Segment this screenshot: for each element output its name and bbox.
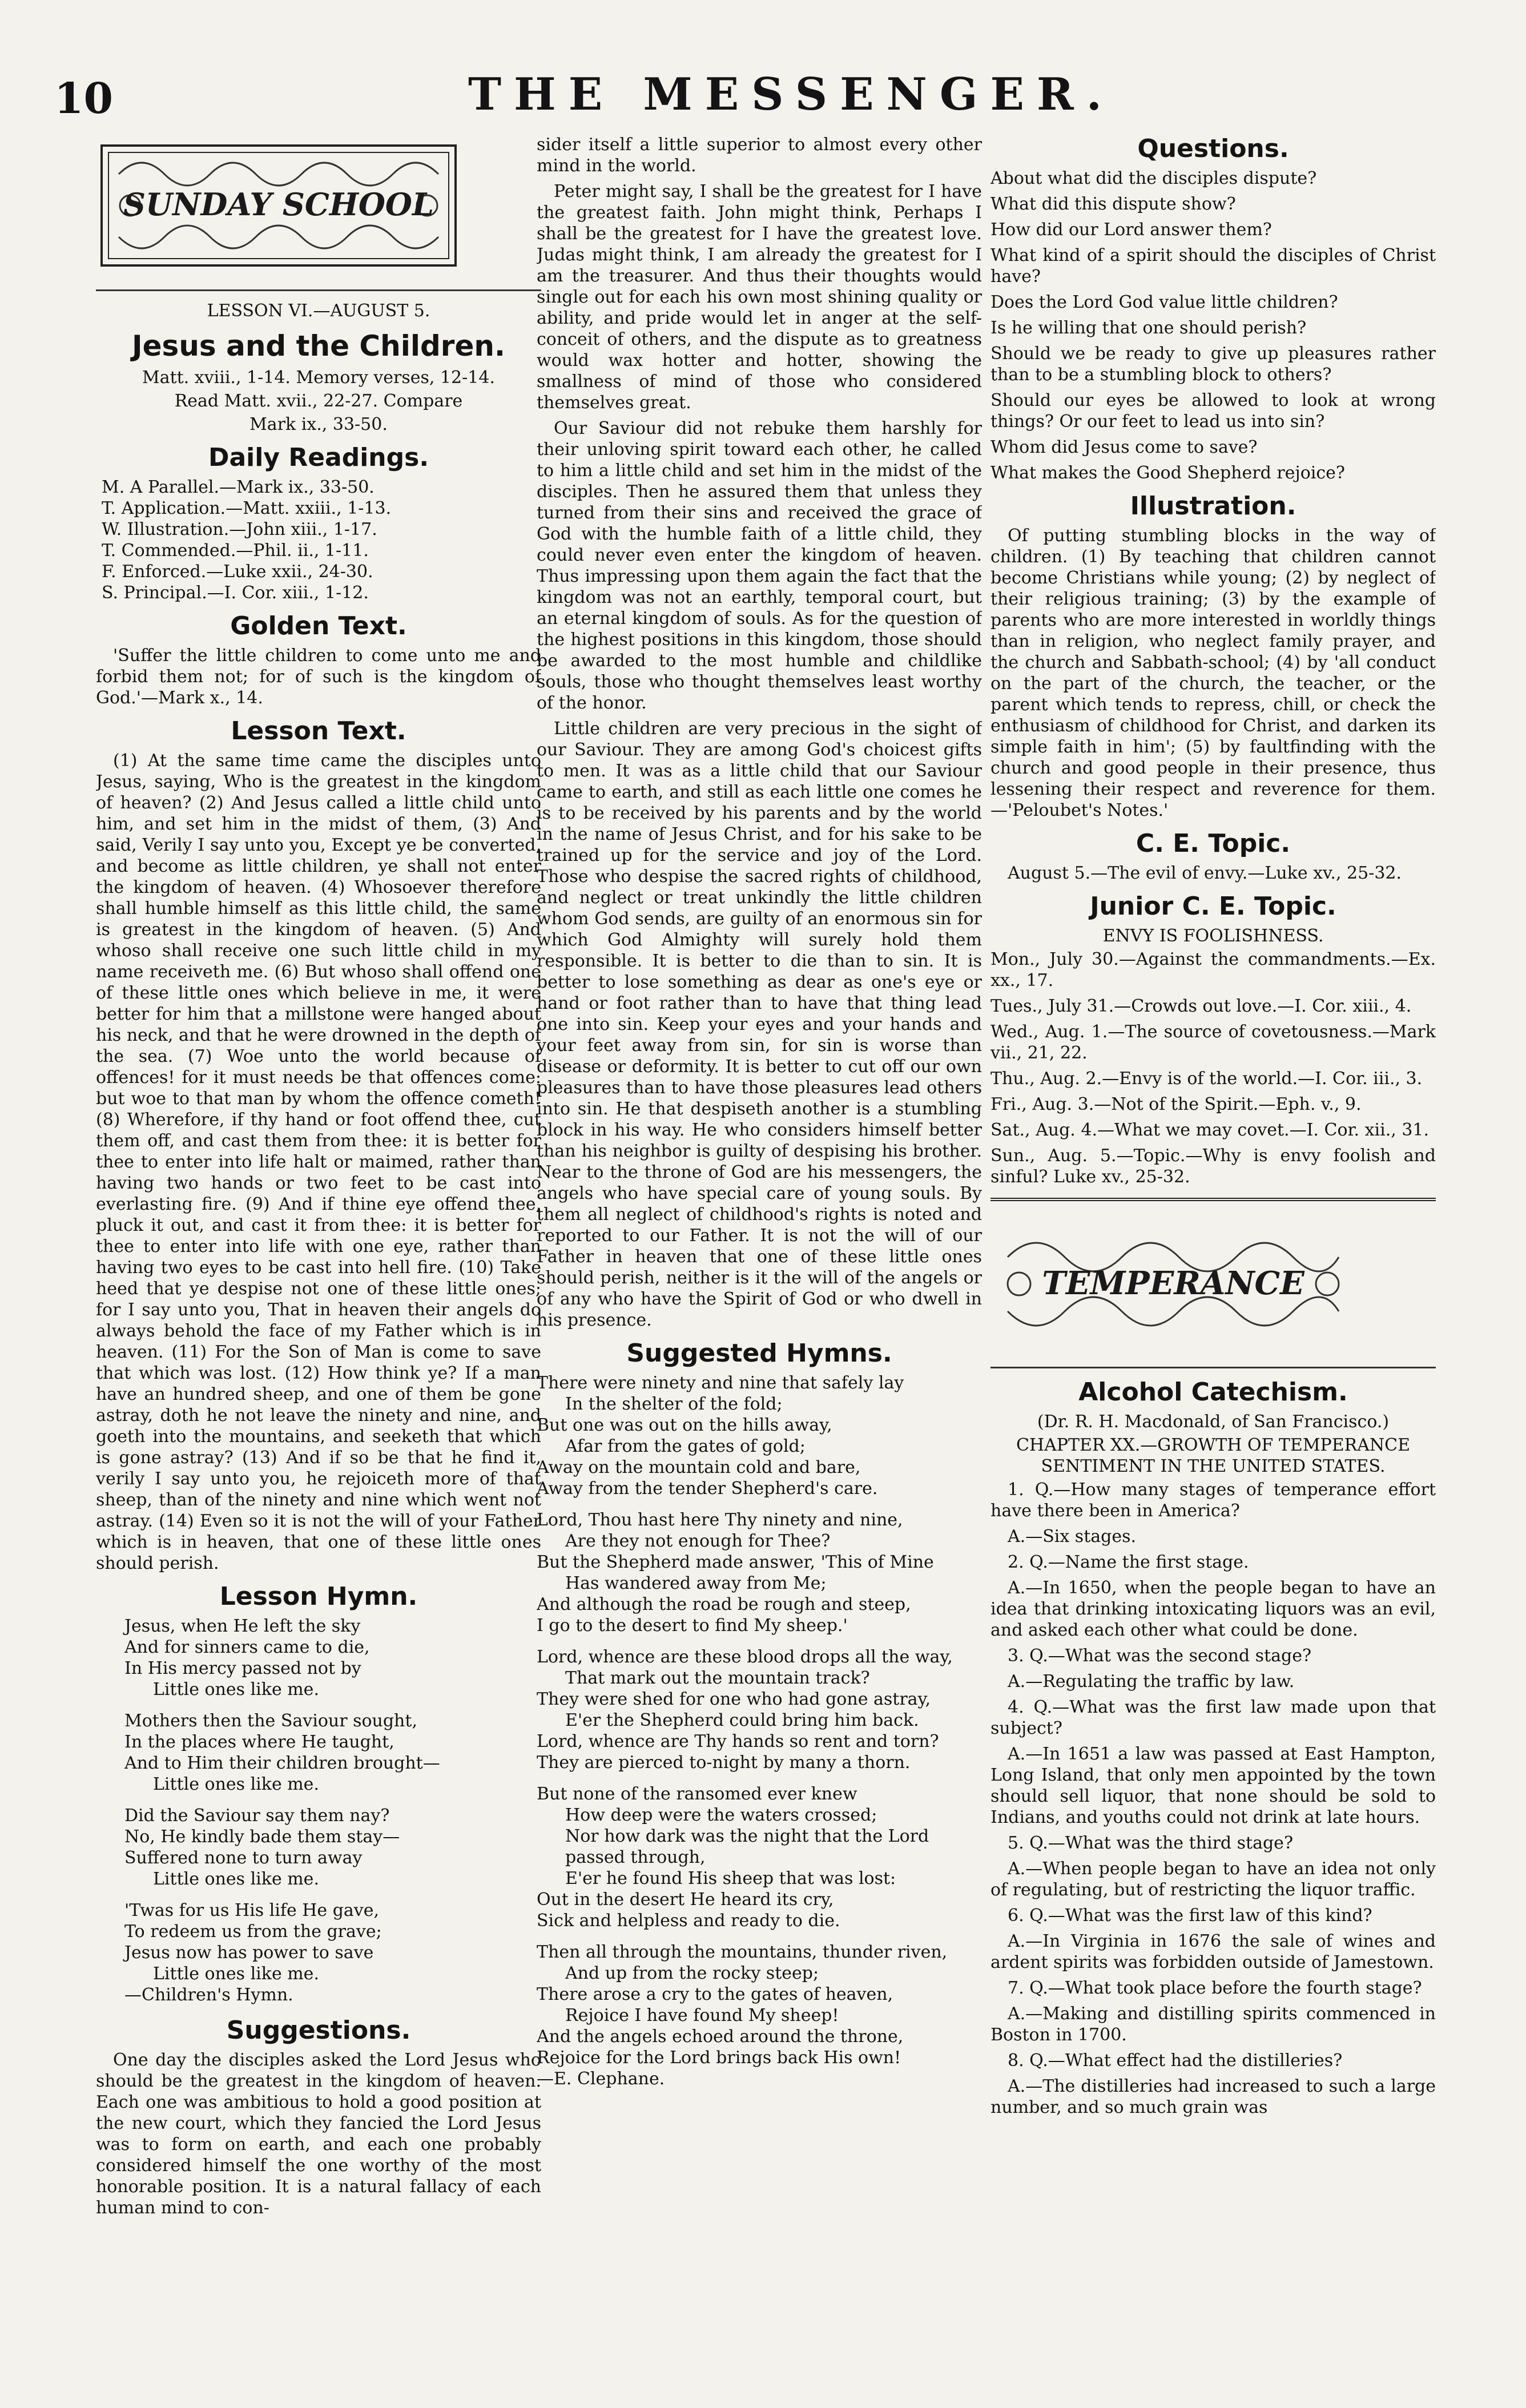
- reading-item: M. A Parallel.—Mark ix., 33-50.: [102, 477, 375, 497]
- junior-item: Sun., Aug. 5.—Topic.—Why is envy foolish and sinful? Luke xv., 25-32.: [991, 1146, 1436, 1187]
- reading-item: W. Illustration.—John xiii., 1-17.: [102, 520, 377, 539]
- ce-topic-text: August 5.—The evil of envy.—Luke xv., 25-32.: [1008, 863, 1402, 883]
- junior-item: Mon., July 30.—Against the commandments.—Ex. xx., 17.: [991, 949, 1436, 990]
- hymn-attribution: —Children's Hymn.: [124, 1985, 293, 2005]
- reading-item: T. Application.—Matt. xxiii., 1-13.: [102, 498, 392, 518]
- verse-line: Rejoice I have found My sheep!: [565, 2006, 839, 2026]
- verse-line: Then all through the mountains, thunder riven,: [537, 1942, 948, 1962]
- reading-item: T. Commended.—Phil. ii., 1-11.: [102, 541, 369, 561]
- catechism-item: A.—The distilleries had increased to such a large number, and so much grain was: [991, 2076, 1436, 2117]
- verse-line: That mark out the mountain track?: [565, 1668, 870, 1688]
- verse-line: How deep were the waters crossed;: [565, 1805, 877, 1825]
- hymn-stanza: [537, 1942, 982, 2089]
- question-item: Whom did Jesus come to save?: [991, 437, 1258, 457]
- suggestions-paragraph: Little children are very precious in the sight of our Saviour. They are among God's choicest gifts to men. It was as a little child that our Saviour came to earth, and still as each little one comes he is to be received by his parents and by the world in the name of Jesus Christ, and for his sake to be trained up for the service and joy of the Lord. Those who despise the sacred rights of childhood, and neglect or treat unkindly the little children whom God sends, are guilty of an enormous sin for which God Almighty will surely hold them responsible. It is better to die than to sin. It is better to lose something as dear as one's eye or hand or foot rather than to have that thing lead one into sin. Keep your eyes and your hands and your feet away from sin, for sin is worse than disease or deformity. It is better to cut off our own pleasures than to have those pleasures lead others into sin. He that despiseth another is a stumbling block in his way. He who considers himself better than his neighbor is guilty of despising his brother. Near to the throne of God are his messengers, the angels who have special care of young souls. By them all neglect of childhood's rights is noted and reported to our Father. It is not the will of our Father in heaven that one of these little ones should perish, neither is it the will of the angels or of any who have the Spirit of God or who dwell in his presence.: [537, 719, 982, 1330]
- verse-line: Lord, whence are Thy hands so rent and torn?: [537, 1731, 939, 1751]
- junior-item: Sat., Aug. 4.—What we may covet.—I. Cor. xii., 31.: [991, 1120, 1430, 1140]
- verse-line: And to Him their children brought—: [124, 1753, 440, 1773]
- suggestions-paragraph: Our Saviour did not rebuke them harshly for their unloving spirit toward each other, he called to him a little child and set him in the midst of the disciples. Then he assured them that unless they turned from their sins and received the grace of God with the humble faith of a little child, they could never even enter the kingdom of heaven. Thus impressing upon them again the fact that the kingdom was not an earthly, temporal court, but an eternal kingdom of souls. As for the question of the highest positions in this kingdom, those should be awarded to the most humble and childlike souls, those who thought themselves least worthy of the honor.: [537, 418, 982, 713]
- question-item: Does the Lord God value little children?: [991, 292, 1338, 312]
- verse-line: There were ninety and nine that safely lay: [537, 1373, 904, 1393]
- hymn-stanza: [96, 1805, 541, 1890]
- junior-ce-list: [991, 949, 1436, 1187]
- alcohol-chapter: CHAPTER XX.—GROWTH OF TEMPERANCE SENTIMENT IN THE UNITED STATES.: [1016, 1435, 1410, 1476]
- verse-line: In His mercy passed not by: [124, 1658, 361, 1678]
- verse-line: Suffered none to turn away: [124, 1848, 363, 1868]
- reading-item: S. Principal.—I. Cor. xiii., 1-12.: [102, 583, 369, 603]
- question-item: What makes the Good Shepherd rejoice?: [991, 463, 1346, 483]
- catechism-item: A.—Making and distilling spirits commenced in Boston in 1700.: [991, 2004, 1436, 2045]
- catechism-list: [991, 1479, 1436, 2118]
- svg-text:SUNDAY SCHOOL: SUNDAY SCHOOL: [123, 186, 434, 223]
- verse-line: They were shed for one who had gone astray,: [537, 1689, 931, 1709]
- verse-line: But the Shepherd made answer, 'This of Mine: [537, 1552, 934, 1572]
- column-3: [991, 134, 1436, 2386]
- catechism-item: 8. Q.—What effect had the distilleries?: [1008, 2051, 1343, 2071]
- verse-line: There arose a cry to the gates of heaven,: [537, 1984, 893, 2004]
- question-item: How did our Lord answer them?: [991, 220, 1272, 240]
- verse-line: Lord, Thou hast here Thy ninety and nine,: [537, 1510, 903, 1530]
- verse-line: Sick and helpless and ready to die.: [537, 1911, 840, 1931]
- verse-line: Little ones like me.: [153, 1680, 319, 1700]
- lesson-ref: Read Matt. xvii., 22-27. Compare: [174, 391, 463, 411]
- verse-line: 'Twas for us His life He gave,: [124, 1900, 380, 1920]
- junior-item: Thu., Aug. 2.—Envy is of the world.—I. Cor. iii., 3.: [991, 1069, 1423, 1089]
- hymn-stanza: [96, 1900, 541, 2006]
- verse-line: Are they not enough for Thee?: [565, 1531, 831, 1551]
- verse-line: But none of the ransomed ever knew: [537, 1784, 857, 1804]
- verse-line: And up from the rocky steep;: [565, 1963, 819, 1983]
- verse-line: Away on the mountain cold and bare,: [537, 1457, 861, 1477]
- junior-ce-title: Junior C. E. Topic.: [1090, 892, 1336, 921]
- catechism-item: A.—In Virginia in 1676 the sale of wines and ardent spirits was forbidden outside of Jamestown.: [991, 1931, 1436, 1972]
- verse-line: Did the Saviour say them nay?: [124, 1806, 390, 1826]
- hymn-stanza: [537, 1783, 982, 1931]
- hymn-stanza: [537, 1646, 982, 1773]
- sunday-school-banner: [96, 140, 461, 271]
- lesson-hymn-title: Lesson Hymn.: [219, 1582, 418, 1611]
- junior-item: Wed., Aug. 1.—The source of covetousness.—Mark vii., 21, 22.: [991, 1022, 1436, 1063]
- junior-item: Tues., July 31.—Crowds out love.—I. Cor. xiii., 4.: [991, 996, 1412, 1016]
- illustration-text: Of putting stumbling blocks in the way of children. (1) By teaching that children cannot become Christians while young; (2) by neglect of their religious training; (3) by the example of parents who are more interested in worldly things than in religion, who neglect family prayer, and the church and Sabbath-school; (4) by 'all conduct on the part of the church, the teacher, or the parent which tends to repress, chill, or check the enthusiasm of childhood for Christ, and darken its simple faith in him'; (5) by faultfinding with the church and good people in their presence, thus lessening their respect and reverence for them.—'Peloubet's Notes.': [991, 526, 1436, 820]
- verse-line: To redeem us from the grave;: [124, 1922, 382, 1942]
- hymn-stanza: [96, 1710, 541, 1795]
- lesson-ref: Mark ix., 33-50.: [249, 414, 388, 434]
- masthead: [0, 69, 1526, 143]
- suggested-hymns-title: Suggested Hymns.: [626, 1339, 892, 1368]
- lesson-text-title: Lesson Text.: [231, 716, 406, 746]
- golden-text: 'Suffer the little children to come unto me and forbid them not; for of such is the kingdom of God.'—Mark x., 14.: [96, 646, 541, 708]
- question-item: Is he willing that one should perish?: [991, 318, 1307, 338]
- question-item: What did this dispute show?: [991, 194, 1236, 214]
- verse-line: In the places where He taught,: [124, 1732, 394, 1752]
- catechism-item: A.—When people began to have an idea not only of regulating, but of restricting the liquor traffic.: [991, 1859, 1436, 1900]
- suggestions-paragraph: Peter might say, I shall be the greatest for I have the greatest faith. John might think, Perhaps I shall be the greatest for I have the greatest love. Judas might think, I am already the greatest for I am the treasurer. And thus their thoughts would single out for each his own most shining quality or ability, and pride would let in anger at the self-conceit of others, and the dispute as to greatness would wax hotter and hotter, showing the smallness of mind of those who considered themselves great.: [537, 182, 982, 413]
- verse-line: But one was out on the hills away,: [537, 1415, 832, 1435]
- catechism-item: A.—In 1651 a law was passed at East Hampton, Long Island, that only men appointed by the town should sell liquor, that none should be sold to Indians, and youths could not drink at late hours.: [991, 1744, 1436, 1827]
- golden-text-title: Golden Text.: [230, 611, 407, 641]
- catechism-item: A.—Regulating the traffic by law.: [1008, 1672, 1295, 1692]
- verse-line: Mothers then the Saviour sought,: [124, 1711, 417, 1731]
- junior-item: Fri., Aug. 3.—Not of the Spirit.—Eph. v., 9.: [991, 1094, 1362, 1114]
- catechism-item: 4. Q.—What was the first law made upon that subject?: [991, 1697, 1436, 1738]
- suggestions-title: Suggestions.: [226, 2016, 411, 2045]
- verse-line: Jesus, when He left the sky: [124, 1616, 361, 1636]
- verse-line: No, He kindly bade them stay—: [124, 1827, 400, 1847]
- column-1: [96, 134, 541, 2386]
- alcohol-catechism-title: Alcohol Catechism.: [1078, 1378, 1348, 1407]
- verse-line: Out in the desert He heard its cry,: [537, 1890, 834, 1910]
- catechism-item: 3. Q.—What was the second stage?: [1008, 1646, 1312, 1666]
- lesson-text: (1) At the same time came the disciples unto Jesus, saying, Who is the greatest in the kingdom of heaven? (2) And Jesus called a little child unto him, and set him in the midst of them, (3) And said, Verily I say unto you, Except ye be converted, and become as little children, ye shall not enter the kingdom of heaven. (4) Whosoever therefore shall humble himself as this little child, the same is greatest in the kingdom of heaven. (5) And whoso shall receive one such little child in my name receiveth me. (6) But whoso shall offend one of these little ones which believe in me, it were better for him that a millstone were hanged about his neck, and that he were drowned in the depth of the sea. (7) Woe unto the world because of offences! for it must needs be that offences come: but woe to that man by whom the offence cometh! (8) Wherefore, if thy hand or foot offend thee, cut them off, and cast them from thee: it is better for thee to enter into life halt or maimed, rather than having two hands or two feet to be cast into everlasting fire. (9) And if thine eye offend thee, pluck it out, and cast it from thee: it is better for thee to enter into life with one eye, rather than having two eyes to be cast into hell fire. (10) Take heed that ye despise not one of these little ones; for I say unto you, That in heaven their angels do always behold the face of my Father which is in heaven. (11) For the Son of Man is come to save that which was lost. (12) How think ye? If a man have an hundred sheep, and one of them be gone astray, doth he not leave the ninety and nine, and goeth into the mountains, and seeketh that which is gone astray? (13) And if so be that he find it, verily I say unto you, he rejoiceth more of that sheep, than of the ninety and nine which went not astray. (14) Even so it is not the will of your Father which is in heaven, that one of these little ones should perish.: [96, 751, 541, 1573]
- verse-line: Has wandered away from Me;: [565, 1573, 827, 1593]
- verse-line: In the shelter of the fold;: [565, 1394, 783, 1414]
- divider: [991, 1367, 1436, 1368]
- catechism-item: 1. Q.—How many stages of temperance effort have there been in America?: [991, 1480, 1436, 1521]
- junior-ce-subtitle: ENVY IS FOOLISHNESS.: [1102, 926, 1324, 946]
- question-item: Should our eyes be allowed to look at wrong things? Or our feet to lead us into sin?: [991, 390, 1436, 432]
- verse-line: Little ones like me.: [153, 1869, 319, 1889]
- verse-line: E'er he found His sheep that was lost:: [565, 1869, 896, 1888]
- masthead-title: THE MESSENGER.: [468, 69, 1114, 120]
- catechism-item: A.—Six stages.: [1008, 1527, 1137, 1547]
- divider: [96, 289, 541, 291]
- verse-line: Lord, whence are these blood drops all the way,: [537, 1647, 953, 1667]
- lesson-heading: LESSON VI.—AUGUST 5.: [207, 301, 430, 321]
- catechism-item: 7. Q.—What took place before the fourth stage?: [1008, 1978, 1422, 1998]
- svg-text:TEMPERANCE: TEMPERANCE: [1042, 1265, 1304, 1302]
- verse-line: Rejoice for the Lord brings back His own!: [537, 2048, 901, 2068]
- suggestions-continued: sider itself a little superior to almost every other mind in the world.: [537, 135, 982, 176]
- alcohol-author: (Dr. R. H. Macdonald, of San Francisco.): [1037, 1412, 1390, 1432]
- illustration-title: Illustration.: [1130, 492, 1297, 521]
- verse-line: Away from the tender Shepherd's care.: [537, 1479, 878, 1499]
- hymn-stanza: [96, 1616, 541, 1700]
- hymn-stanza: [537, 1509, 982, 1636]
- page-number: 10: [54, 74, 113, 123]
- verse-line: Little ones like me.: [153, 1774, 319, 1794]
- daily-readings-list: [96, 477, 541, 603]
- catechism-item: 5. Q.—What was the third stage?: [1008, 1833, 1294, 1853]
- question-item: About what did the disciples dispute?: [991, 168, 1317, 188]
- catechism-item: A.—In 1650, when the people began to have an idea that drinking intoxicating liquors was an evil, and asked each other what could be done.: [991, 1578, 1436, 1640]
- verse-line: E'er the Shepherd could bring him back.: [565, 1710, 919, 1730]
- daily-readings-title: Daily Readings.: [208, 443, 429, 472]
- ce-topic-title: C. E. Topic.: [1136, 829, 1291, 858]
- verse-line: Nor how dark was the night that the Lord passed through,: [565, 1826, 929, 1867]
- verse-line: And although the road be rough and steep,: [537, 1594, 911, 1614]
- questions-title: Questions.: [1137, 134, 1289, 163]
- questions-list: [991, 168, 1436, 484]
- catechism-item: 6. Q.—What was the first law of this kind?: [1008, 1906, 1372, 1926]
- hymn-stanza: [537, 1372, 982, 1499]
- verse-line: Jesus now has power to save: [124, 1943, 374, 1963]
- verse-line: I go to the desert to find My sheep.': [537, 1616, 848, 1636]
- verse-line: And the angels echoed around the throne,: [537, 2027, 904, 2047]
- section-divider: [991, 1198, 1436, 1201]
- suggestions-text: One day the disciples asked the Lord Jesus who should be the greatest in the kingdom of heaven. Each one was ambitious to hold a good position at the new court, which they fancied the Lord Jesus was to form on earth, and each one probably considered himself the one worthy of the most honorable position. It is a natural fallacy of each human mind to con-: [96, 2050, 541, 2218]
- lesson-ref: Matt. xviii., 1-14. Memory verses, 12-14.: [142, 368, 495, 388]
- verse-line: Afar from the gates of gold;: [565, 1436, 806, 1456]
- reading-item: F. Enforced.—Luke xxii., 24-30.: [102, 562, 373, 582]
- verse-line: They are pierced to-night by many a thorn.: [537, 1753, 911, 1773]
- verse-line: And for sinners came to die,: [124, 1637, 370, 1657]
- column-2: [537, 134, 982, 2386]
- question-item: Should we be ready to give up pleasures rather than to be a stumbling block to others?: [991, 344, 1436, 385]
- question-item: What kind of a spirit should the disciples of Christ have?: [991, 245, 1436, 287]
- temperance-banner: [991, 1217, 1356, 1348]
- hymn-attribution: —E. Clephane.: [537, 2069, 665, 2089]
- verse-line: Little ones like me.: [153, 1964, 319, 1984]
- catechism-item: 2. Q.—Name the first stage.: [1008, 1552, 1249, 1572]
- lesson-title: Jesus and the Children.: [132, 329, 505, 363]
